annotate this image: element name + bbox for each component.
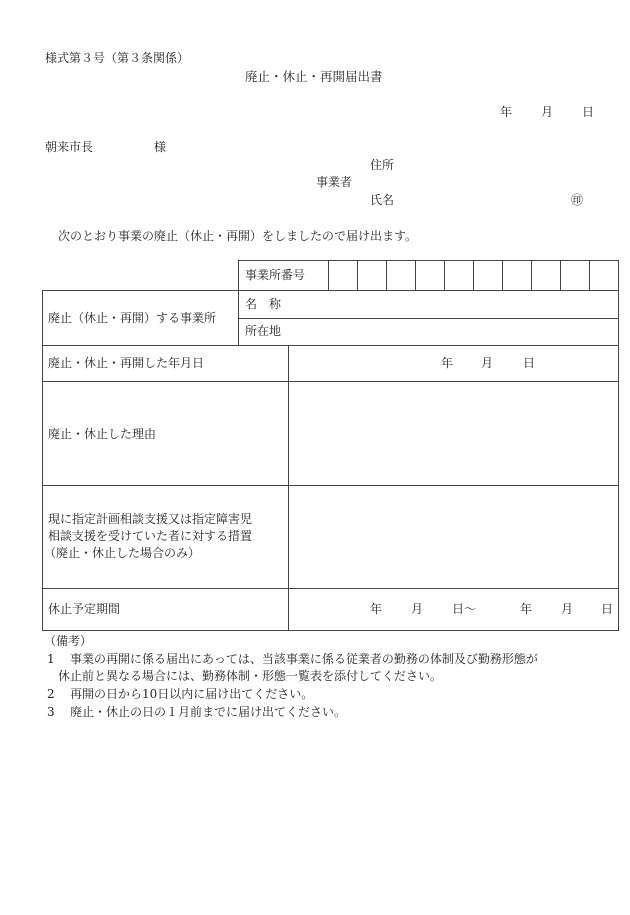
period-from-year: 年 [370,602,383,616]
date-day: 日 [582,105,595,119]
change-date-day: 日 [523,356,536,370]
notes-header: （備考） [44,634,93,648]
office-number-box-divider [328,260,329,290]
table-line [618,260,619,630]
office-number-label: 事業所番号 [245,268,306,282]
date-month: 月 [541,105,554,119]
page-title: 廃止・休止・再開届出書 [245,69,383,84]
address-label: 住所 [370,158,395,172]
note-number: 1 [47,652,55,666]
note-text: 廃止・休止の日の１月前までに届け出てください。 [70,705,347,719]
table-line [42,485,618,486]
office-number-box-divider [560,260,561,290]
table-line [42,381,618,382]
note-text: 休止前と異なる場合には、勤務体制・形態一覧表を添付してください。 [58,669,443,683]
office-number-box-divider [357,260,358,290]
establishment-location-label: 所在地 [245,324,282,338]
date-year: 年 [500,105,513,119]
office-number-box-divider [589,260,590,290]
period-to-year: 年 [520,602,533,616]
office-number-box-divider [444,260,445,290]
form-number: 様式第３号（第３条関係） [45,51,190,65]
form-table [42,260,618,630]
change-date-year: 年 [441,356,454,370]
table-line [238,260,239,345]
table-line [238,318,618,319]
suspension-period-label: 休止予定期間 [48,602,121,616]
table-line [42,290,43,630]
note-number: 3 [47,705,55,719]
table-line [42,630,619,631]
office-number-box-divider [386,260,387,290]
reason-label: 廃止・休止した理由 [48,427,157,441]
recipient-name: 朝来市長 [45,140,94,154]
intro-text: 次のとおり事業の廃止（休止・再開）をしましたので届け出ます。 [58,229,418,243]
table-line [238,260,618,261]
recipient-honorific: 様 [154,140,167,154]
note-number: 2 [47,687,55,701]
measures-label-line-1: 現に指定計画相談支援又は指定障害児 [48,512,253,526]
note-text: 再開の日から10日以内に届け出てください。 [70,687,314,701]
office-number-box-divider [473,260,474,290]
period-to-month: 月 [561,602,574,616]
establishment-name-label: 名 称 [245,297,282,311]
office-number-box-divider [502,260,503,290]
note-text: 事業の再開に係る届出にあっては、当該事業に係る従業者の勤務の体制及び勤務形態が [70,652,538,666]
name-label: 氏名 [370,193,395,207]
change-date-label: 廃止・休止・再開した年月日 [48,356,205,370]
period-from-month: 月 [411,602,424,616]
office-number-box-divider [531,260,532,290]
table-line [288,345,289,630]
establishment-label: 廃止（休止・再開）する事業所 [48,311,217,325]
table-line [42,588,618,589]
office-number-box-divider [415,260,416,290]
period-to-day: 日 [601,602,614,616]
measures-label-line-3: （廃止・休止した場合のみ） [44,546,201,560]
seal-mark: ㊞ [571,193,584,207]
table-line [42,290,618,291]
applicant-role-label: 事業者 [316,175,353,189]
change-date-month: 月 [481,356,494,370]
table-line [42,345,618,346]
period-from-day: 日～ [452,602,477,616]
measures-label-line-2: 相談支援を受けていた者に対する措置 [48,529,253,543]
